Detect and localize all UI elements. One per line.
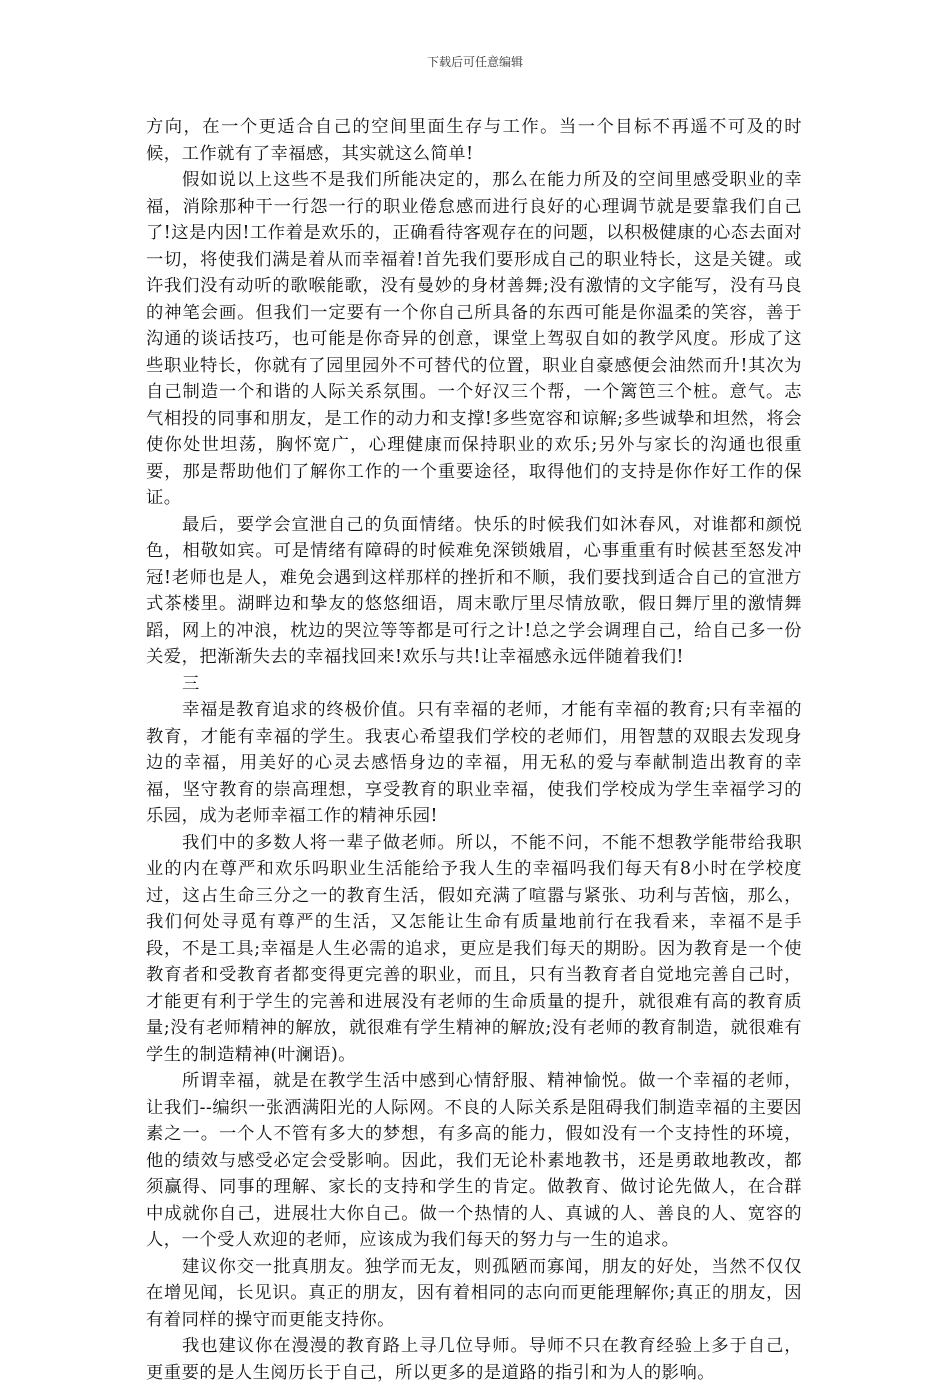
paragraph: 建议你交一批真朋友。独学而无友，则孤陋而寡闻，朋友的好处，当然不仅仅在增见闻，长见识。真正的朋友，因有着相同的志向而更能理解你;真正的朋友，因有着同样的操守而更能支持你。 [146,1256,802,1330]
paragraph: 我们中的多数人将一辈子做老师。所以，不能不问，不能不想教学能带给我职业的内在尊严和欢乐吗职业生活能给予我人生的幸福吗我们每天有8小时在学校度过，这占生命三分之一的教育生活，假如充满了喧嚣与紧张、功利与苦恼，那么，我们何处寻觅有尊严的生活，又怎能让生命有质量地前行在我看来，幸福不是手段，不是工具;幸福是人生必需的追求，更应是我们每天的期盼。因为教育是一个使教育者和受教育者都变得更完善的职业，而且，只有当教育者自觉地完善自己时，才能更有利于学生的完善和进展没有老师的生命质量的提升，就很难有高的教育质量;没有老师精神的解放，就很难有学生精神的解放;没有老师的教育制造，就很难有学生的制造精神(叶澜语)。 [146,832,802,1065]
document-body [146,114,802,1386]
paragraph: 幸福是教育追求的终极价值。只有幸福的老师，才能有幸福的教育;只有幸福的教育，才能有幸福的学生。我衷心希望我们学校的老师们，用智慧的双眼去发现身边的幸福，用美好的心灵去感悟身边的幸福，用无私的爱与奉献制造出教育的幸福，坚守教育的崇高理想，享受教育的职业幸福，使我们学校成为学生幸福学习的乐园，成为老师幸福工作的精神乐园! [146,700,802,826]
paragraph: 最后，要学会宣泄自己的负面情绪。快乐的时候我们如沐春风，对谁都和颜悦色，相敬如宾。可是情绪有障碍的时候难免深锁娥眉，心事重重有时候甚至怒发冲冠!老师也是人，难免会遇到这样那样的挫折和不顺，我们要找到适合自己的宣泄方式茶楼里。湖畔边和挚友的悠悠细语，周末歌厅里尽情放歌，假日舞厅里的激情舞蹈，网上的冲浪，枕边的哭泣等等都是可行之计!总之学会调理自己，给自己多一份关爱，把渐渐失去的幸福找回来!欢乐与共!让幸福感永远伴随着我们! [146,514,802,667]
section-heading: 三 [182,673,200,694]
header-note: 下载后可任意编辑 [426,55,523,69]
paragraph: 假如说以上这些不是我们所能决定的，那么在能力所及的空间里感受职业的幸福，消除那种干一行怨一行的职业倦怠感而进行良好的心理调节就是要靠我们自己了!这是内因!工作着是欢乐的，正确看待客观存在的问题，以积极健康的心态去面对一切，将使我们满是着从而幸福着!首先我们要形成自己的职业特长，这是关键。或许我们没有动听的歌喉能歌，没有曼妙的身材善舞;没有激情的文字能写，没有马良的神笔会画。但我们一定要有一个你自己所具备的东西可能是你温柔的笑容，善于沟通的谈话技巧，也可能是你奇异的创意，课堂上驾驭自如的教学风度。形成了这些职业特长，你就有了园里园外不可替代的位置，职业自豪感便会油然而升!其次为自己制造一个和谐的人际关系氛围。一个好汉三个帮，一个篱笆三个桩。意气。志气相投的同事和朋友，是工作的动力和支撑!多些宽容和谅解;多些诚挚和坦然，将会使你处世坦荡，胸怀宽广，心理健康而保持职业的欢乐;另外与家长的沟通也很重要，那是帮助他们了解你工作的一个重要途径，取得他们的支持是你作好工作的保证。 [146,170,802,508]
paragraph: 方向，在一个更适合自己的空间里面生存与工作。当一个目标不再遥不可及的时候，工作就有了幸福感，其实就这么简单! [146,117,802,164]
paragraph: 所谓幸福，就是在教学生活中感到心情舒服、精神愉悦。做一个幸福的老师，让我们--编织一张洒满阳光的人际网。不良的人际关系是阻碍我们制造幸福的主要因素之一。一个人不管有多大的梦想，有多高的能力，假如没有一个支持性的环境，他的绩效与感受必定会受影响。因此，我们无论朴素地教书，还是勇敢地教改，都须赢得、同事的理解、家长的支持和学生的肯定。做教育、做讨论先做人，在合群中成就你自己，进展壮大你自己。做一个热情的人、真诚的人、善良的人、宽容的人，一个受人欢迎的老师，应该成为我们每天的努力与一生的追求。 [146,1071,802,1250]
paragraph: 我也建议你在漫漫的教育路上寻几位导师。导师不只在教育经验上多于自己，更重要的是人生阅历长于自己，所以更多的是道路的指引和为人的影响。 [146,1336,802,1383]
